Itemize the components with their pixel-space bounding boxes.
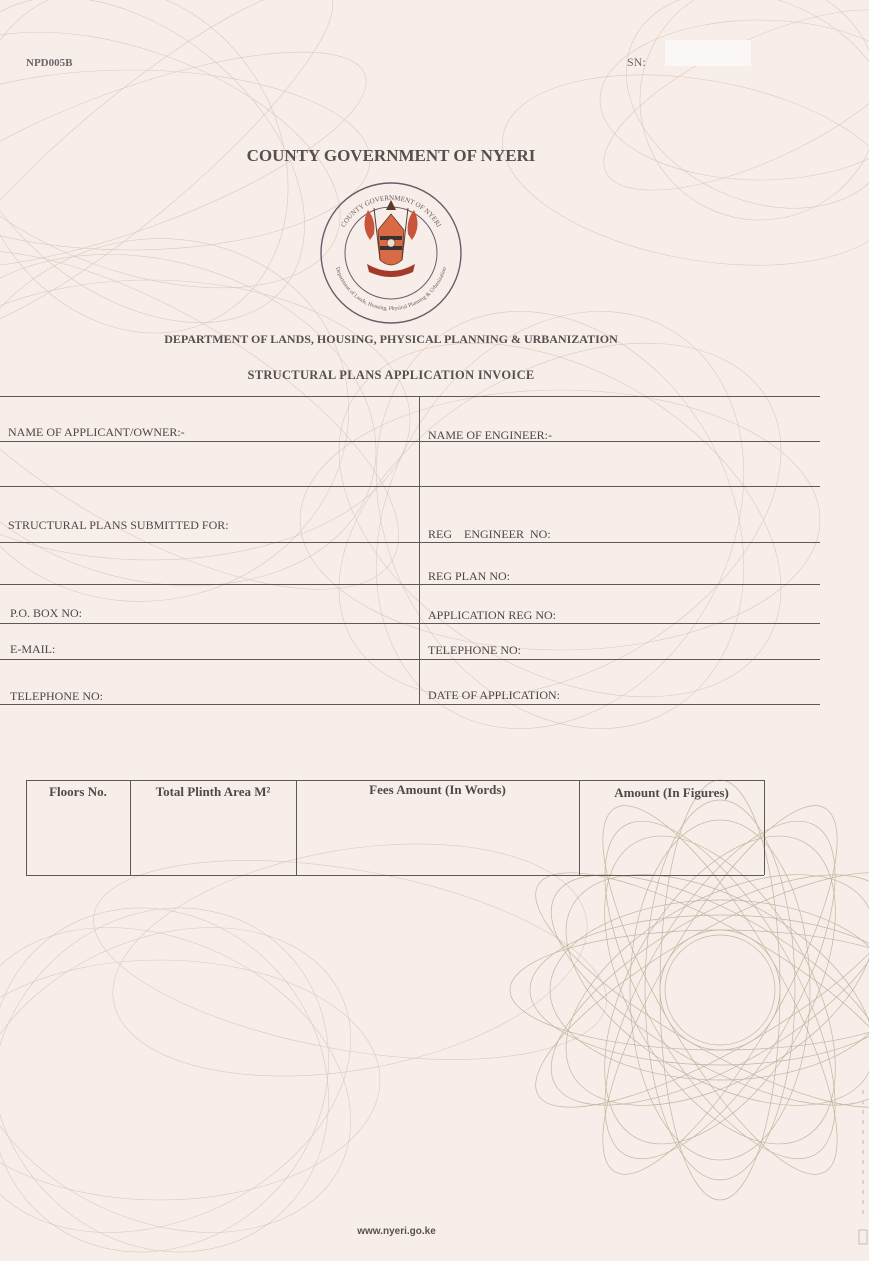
- fee-table-header-plinth-area: Total Plinth Area M²: [155, 784, 271, 799]
- serial-number-label: SN:: [627, 55, 646, 69]
- fee-table-border: [26, 875, 764, 876]
- application-reg-no-label: APPLICATION REG NO:: [428, 608, 557, 622]
- fee-table-border: [26, 780, 764, 781]
- reg-plan-no-label: REG PLAN NO:: [428, 569, 511, 583]
- form-divider: [0, 659, 820, 660]
- form-subtitle: STRUCTURAL PLANS APPLICATION INVOICE: [247, 368, 535, 382]
- stamp-ring-text-top: COUNTY GOVERNMENT OF NYERI: [339, 193, 443, 229]
- form-divider: [0, 623, 820, 624]
- county-stamp: [318, 180, 464, 326]
- fee-table-border: [764, 780, 765, 875]
- serial-number-redaction: [665, 40, 751, 66]
- scanner-watermark: [858, 1080, 868, 1250]
- telephone-no-left-label: TELEPHONE NO:: [10, 689, 103, 703]
- po-box-label: P.O. BOX NO:: [10, 606, 83, 620]
- form-divider: [0, 396, 820, 397]
- fee-table-header-floors: Floors No.: [49, 784, 107, 799]
- telephone-no-right-label: TELEPHONE NO:: [428, 643, 521, 657]
- fee-table-header-fees-words: Fees Amount (In Words): [369, 782, 506, 797]
- date-of-application-label: DATE OF APPLICATION:: [428, 688, 561, 702]
- department-name: DEPARTMENT OF LANDS, HOUSING, PHYSICAL PLANNING & URBANIZATION: [164, 332, 618, 346]
- coat-of-arms-icon: [364, 200, 417, 277]
- applicant-name-label: NAME OF APPLICANT/OWNER:-: [8, 425, 185, 439]
- form-column-divider: [419, 396, 420, 704]
- stamp-ring-text-bottom: Department of Lands, Housing, Physical Planning & Urbanization: [333, 266, 449, 313]
- form-divider: [0, 584, 820, 585]
- submitted-for-label: STRUCTURAL PLANS SUBMITTED FOR:: [8, 518, 229, 532]
- form-code: NPD005B: [26, 57, 73, 69]
- form-divider: [0, 441, 820, 442]
- form-divider: [0, 542, 820, 543]
- engineer-name-label: NAME OF ENGINEER:-: [428, 428, 552, 442]
- footer-website: www.nyeri.go.ke: [357, 1226, 436, 1237]
- form-divider: [0, 704, 820, 705]
- fee-table-header-amount-figures: Amount (In Figures): [614, 785, 729, 800]
- page-title: COUNTY GOVERNMENT OF NYERI: [246, 146, 536, 165]
- email-label: E-MAIL:: [10, 642, 56, 656]
- form-divider: [0, 486, 820, 487]
- reg-engineer-no-label: REG ENGINEER NO:: [428, 527, 551, 541]
